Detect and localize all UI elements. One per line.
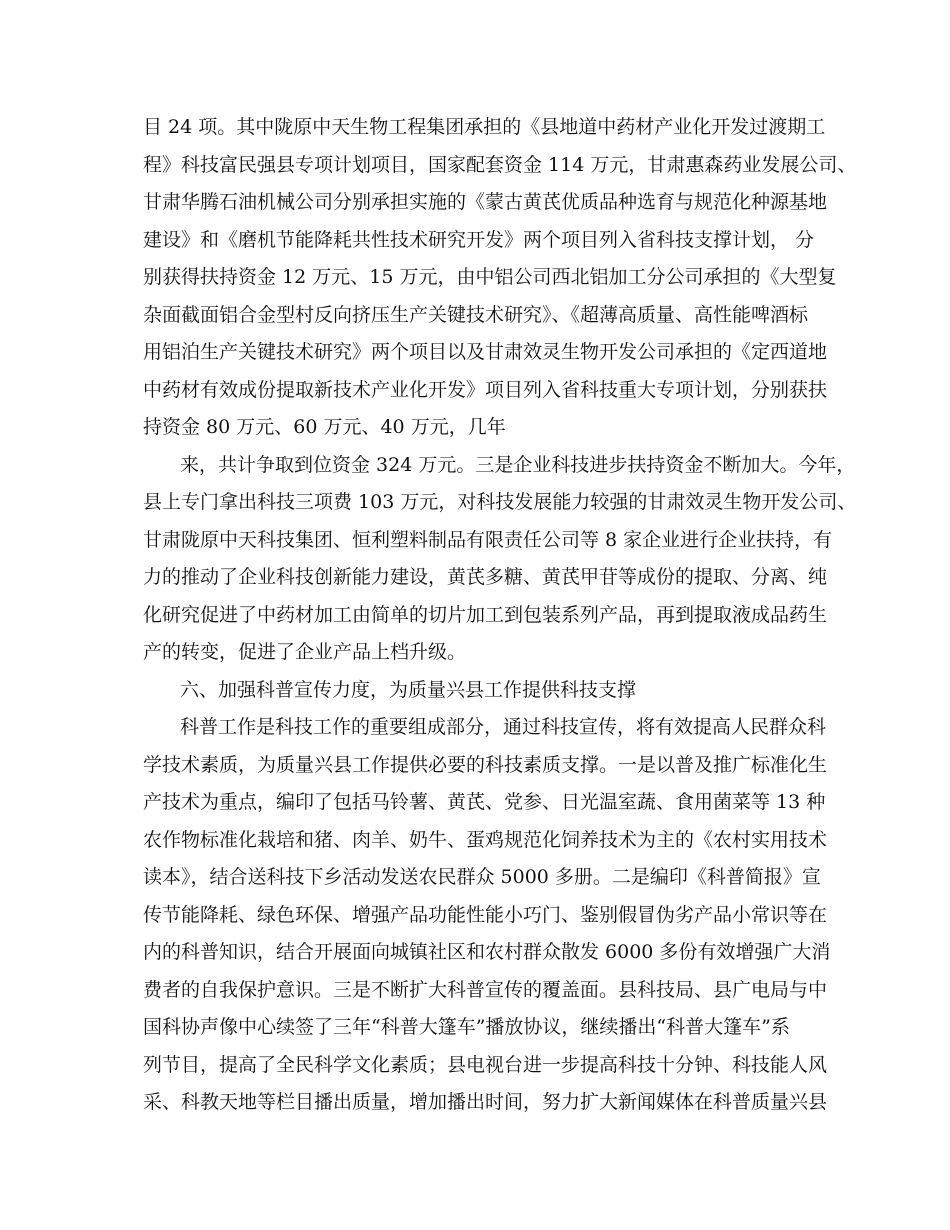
text-line: 产的转变，促进了企业产品上档升级。 xyxy=(143,641,467,663)
text-line: 目 24 项。其中陇原中天生物工程集团承担的《县地道中药材产业化开发过渡期工 xyxy=(143,116,826,138)
text-line: 采、科教天地等栏目播出质量，增加播出时间，努力扩大新闻媒体在科普质量兴县 xyxy=(143,1091,828,1113)
text-line: 化研究促进了中药材加工由简单的切片加工到包装系列产品，再到提取液成品药生 xyxy=(143,604,828,626)
text-line: 杂面截面铝合金型村反向挤压生产关键技术研究》、《超薄高质量、高性能啤酒标 xyxy=(143,304,809,326)
text-line: 来，共计争取到位资金 324 万元。三是企业科技进步扶持资金不断加大。今年， xyxy=(180,454,856,476)
text-line: 学技术素质，为质量兴县工作提供必要的科技素质支撑。一是以普及推广标准化生 xyxy=(143,754,828,776)
text-line: 读本》，结合送科技下乡活动发送农民群众 5000 多册。二是编印《科普简报》宣 xyxy=(143,866,821,888)
text-line: 持资金 80 万元、60 万元、40 万元，几年 xyxy=(143,416,506,438)
text-line: 科普工作是科技工作的重要组成部分，通过科技宣传，将有效提高人民群众科 xyxy=(180,716,827,738)
text-line: 国科协声像中心续签了三年“科普大篷车”播放协议，继续播出“科普大篷车”系 xyxy=(143,1016,790,1038)
text-line: 甘肃华腾石油机械公司分别承担实施的《蒙古黄芪优质品种选育与规范化种源基地 xyxy=(143,191,828,213)
text-line: 县上专门拿出科技三项费 103 万元，对科技发展能力较强的甘肃效灵生物开发公司、 xyxy=(143,491,857,513)
text-line: 内的科普知识，结合开展面向城镇社区和农村群众散发 6000 多份有效增强广大消 xyxy=(143,941,831,963)
text-line: 用铝泊生产关键技术研究》两个项目以及甘肃效灵生物开发公司承担的《定西道地 xyxy=(143,341,828,363)
text-line: 中药材有效成份提取新技术产业化开发》项目列入省科技重大专项计划，分别获扶 xyxy=(143,379,828,401)
section-heading: 六、加强科普宣传力度，为质量兴县工作提供科技支撑 xyxy=(180,679,637,701)
text-line: 别获得扶持资金 12 万元、15 万元，由中铝公司西北铝加工分公司承担的《大型复 xyxy=(143,266,837,288)
text-line: 农作物标准化栽培和猪、肉羊、奶牛、蛋鸡规范化饲养技术为主的《农村实用技术 xyxy=(143,829,828,851)
text-line: 费者的自我保护意识。三是不断扩大科普宣传的覆盖面。县科技局、县广电局与中 xyxy=(143,979,828,1001)
text-line: 产技术为重点，编印了包括马铃薯、黄芪、党参、日光温室蔬、食用菌菜等 13 种 xyxy=(143,791,826,813)
text-line: 程》科技富民强县专项计划项目，国家配套资金 114 万元，甘肃惠森药业发展公司、 xyxy=(143,154,857,176)
text-line: 建设》和《磨机节能降耗共性技术研究开发》两个项目列入省科技支撑计划， 分 xyxy=(143,229,815,251)
text-line: 传节能降耗、绿色环保、增强产品功能性能小巧门、鉴别假冒伪劣产品小常识等在 xyxy=(143,904,828,926)
text-line: 力的推动了企业科技创新能力建设，黄芪多糖、黄芪甲苷等成份的提取、分离、纯 xyxy=(143,566,828,588)
text-line: 甘肃陇原中天科技集团、恒利塑料制品有限责任公司等 8 家企业进行企业扶持，有 xyxy=(143,529,833,551)
text-line: 列节目，提高了全民科学文化素质；县电视台进一步提高科技十分钟、科技能人风 xyxy=(143,1054,828,1076)
